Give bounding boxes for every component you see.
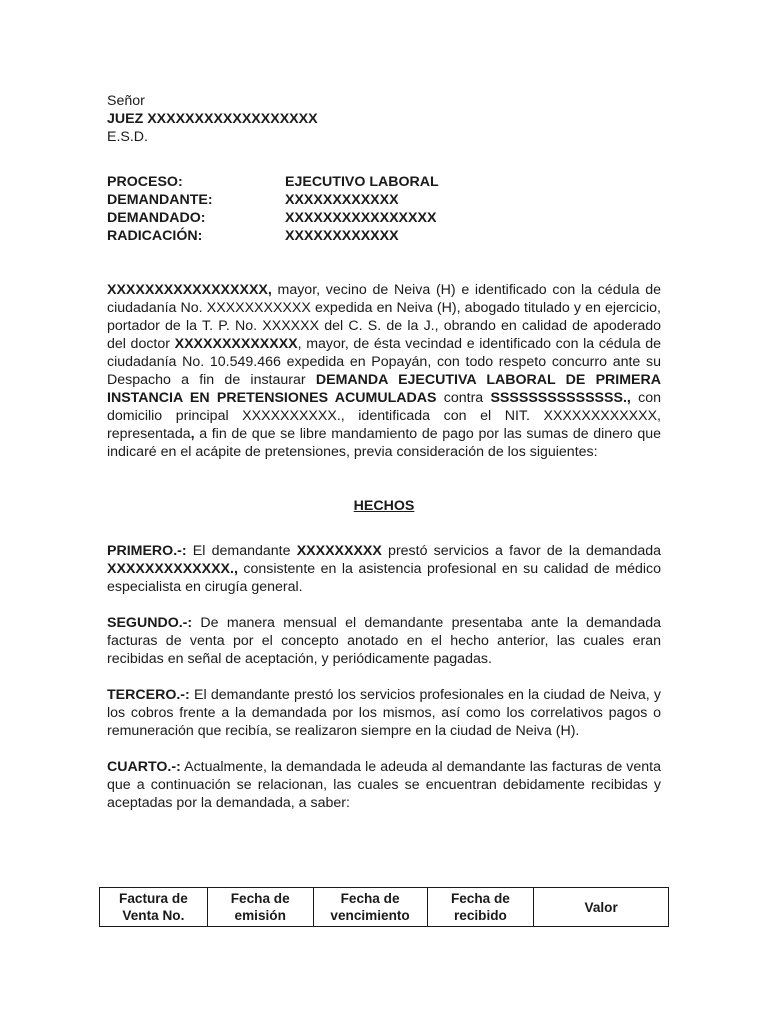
- col-header-line: recibido: [453, 908, 507, 923]
- fact-text: De manera mensual el demandante presentaba ante la demandada facturas de venta por el concepto anotado en el hecho anterior, las cuales eran recibidas en señal de aceptación, y periódicamente pagadas.: [107, 615, 661, 667]
- col-header-invoice-number: [100, 888, 208, 927]
- lawyer-name: XXXXXXXXXXXXXXXXX,: [107, 282, 272, 298]
- meta-value: XXXXXXXXXXXX: [285, 228, 399, 244]
- col-header-line: Valor: [584, 899, 618, 915]
- section-heading: HECHOS: [353, 498, 415, 514]
- table-header-row: [100, 888, 669, 927]
- meta-value: EJECUTIVO LABORAL: [285, 174, 439, 190]
- fact-segundo: [107, 614, 661, 668]
- addressee-block: [107, 92, 661, 146]
- fact-label: SEGUNDO.-:: [107, 615, 193, 631]
- salutation: Señor: [107, 93, 145, 109]
- fact-bold: XXXXXXXXX: [296, 543, 382, 559]
- case-metadata: [107, 173, 661, 245]
- meta-key: DEMANDANTE:: [107, 192, 213, 208]
- invoices-table: [99, 887, 669, 927]
- fact-label: TERCERO.-:: [107, 687, 190, 703]
- fact-primero: [107, 542, 661, 596]
- fact-label: CUARTO.-:: [107, 759, 181, 775]
- intro-text: con domicilio principal XXXXXXXXXX., identificada con el NIT. XXXXXXXXXXXX, representada: [107, 390, 661, 442]
- meta-key: RADICACIÓN:: [107, 228, 203, 244]
- col-header-line: Fecha de: [230, 891, 290, 906]
- document-page: [107, 92, 661, 812]
- col-header-received-date: [427, 888, 534, 927]
- intro-text: , mayor, de ésta vecindad e identificado con la cédula de ciudadanía No. 10.549.466 expedida en Popayán, con todo respeto concurro ante su Despacho a fin de instaurar: [107, 336, 662, 388]
- fact-text: El demandante: [186, 543, 297, 559]
- intro-text: a fin de que se libre mandamiento de pago por las sumas de dinero que indicaré en el acápite de pretensiones, previa consideración de los siguientes:: [107, 426, 661, 460]
- intro-comma: ,: [190, 426, 195, 442]
- intro-text: contra: [436, 390, 491, 406]
- fact-bold: XXXXXXXXXXXXX.,: [107, 561, 238, 577]
- fact-label: PRIMERO.-:: [107, 543, 187, 559]
- fact-text: El demandante prestó los servicios profesionales en la ciudad de Neiva, y los cobros frente a la demandada por los mismos, así como los correlativos pagos o remuneración que recibía, se realizaron siempre en la ciudad de Neiva (H).: [107, 687, 661, 739]
- meta-row-demandado: [107, 209, 661, 227]
- col-header-line: emisión: [234, 908, 286, 923]
- client-name: XXXXXXXXXXXXX: [174, 336, 298, 352]
- fact-tercero: [107, 686, 661, 740]
- col-header-line: Fecha de: [450, 891, 510, 906]
- fact-text: prestó servicios a favor de la demandada: [381, 543, 662, 559]
- section-heading-wrap: [107, 497, 661, 515]
- meta-row-radicacion: [107, 227, 661, 245]
- col-header-line: Fecha de: [340, 891, 400, 906]
- col-header-value: [534, 888, 669, 927]
- col-header-line: vencimiento: [330, 908, 410, 923]
- fact-cuarto: [107, 758, 661, 812]
- fact-text: consistente en la asistencia profesional en su calidad de médico especialista en cirugía general.: [107, 561, 661, 595]
- meta-row-demandante: [107, 191, 661, 209]
- intro-text: mayor, vecino de Neiva (H) e identificado con la cédula de ciudadanía No. XXXXXXXXXXX expedida en Neiva (H), abogado titulado y en ejercicio, portador de la T. P. No. XXXXXX del C. S. de la J., obrando en calidad de apoderado del doctor: [107, 282, 661, 352]
- col-header-issue-date: [207, 888, 313, 927]
- meta-value: XXXXXXXXXXXX: [285, 192, 399, 208]
- fact-text: Actualmente, la demandada le adeuda al demandante las facturas de venta que a continuación se relacionan, las cuales se encuentran debidamente recibidas y aceptadas por la demandada, a saber:: [107, 759, 661, 811]
- col-header-due-date: [313, 888, 427, 927]
- meta-key: DEMANDADO:: [107, 210, 206, 226]
- col-header-line: Factura de: [119, 891, 188, 906]
- esd-line: E.S.D.: [107, 129, 148, 145]
- meta-row-proceso: [107, 173, 661, 191]
- defendant-name: SSSSSSSSSSSSSS.,: [490, 390, 631, 406]
- meta-value: XXXXXXXXXXXXXXXX: [285, 210, 437, 226]
- judge-name: JUEZ XXXXXXXXXXXXXXXXXX: [107, 111, 318, 127]
- demand-type: DEMANDA EJECUTIVA LABORAL DE PRIMERA INSTANCIA EN PRETENSIONES ACUMULADAS: [107, 372, 661, 406]
- meta-key: PROCESO:: [107, 174, 183, 190]
- intro-paragraph: [107, 281, 661, 461]
- col-header-line: Venta No.: [122, 908, 185, 923]
